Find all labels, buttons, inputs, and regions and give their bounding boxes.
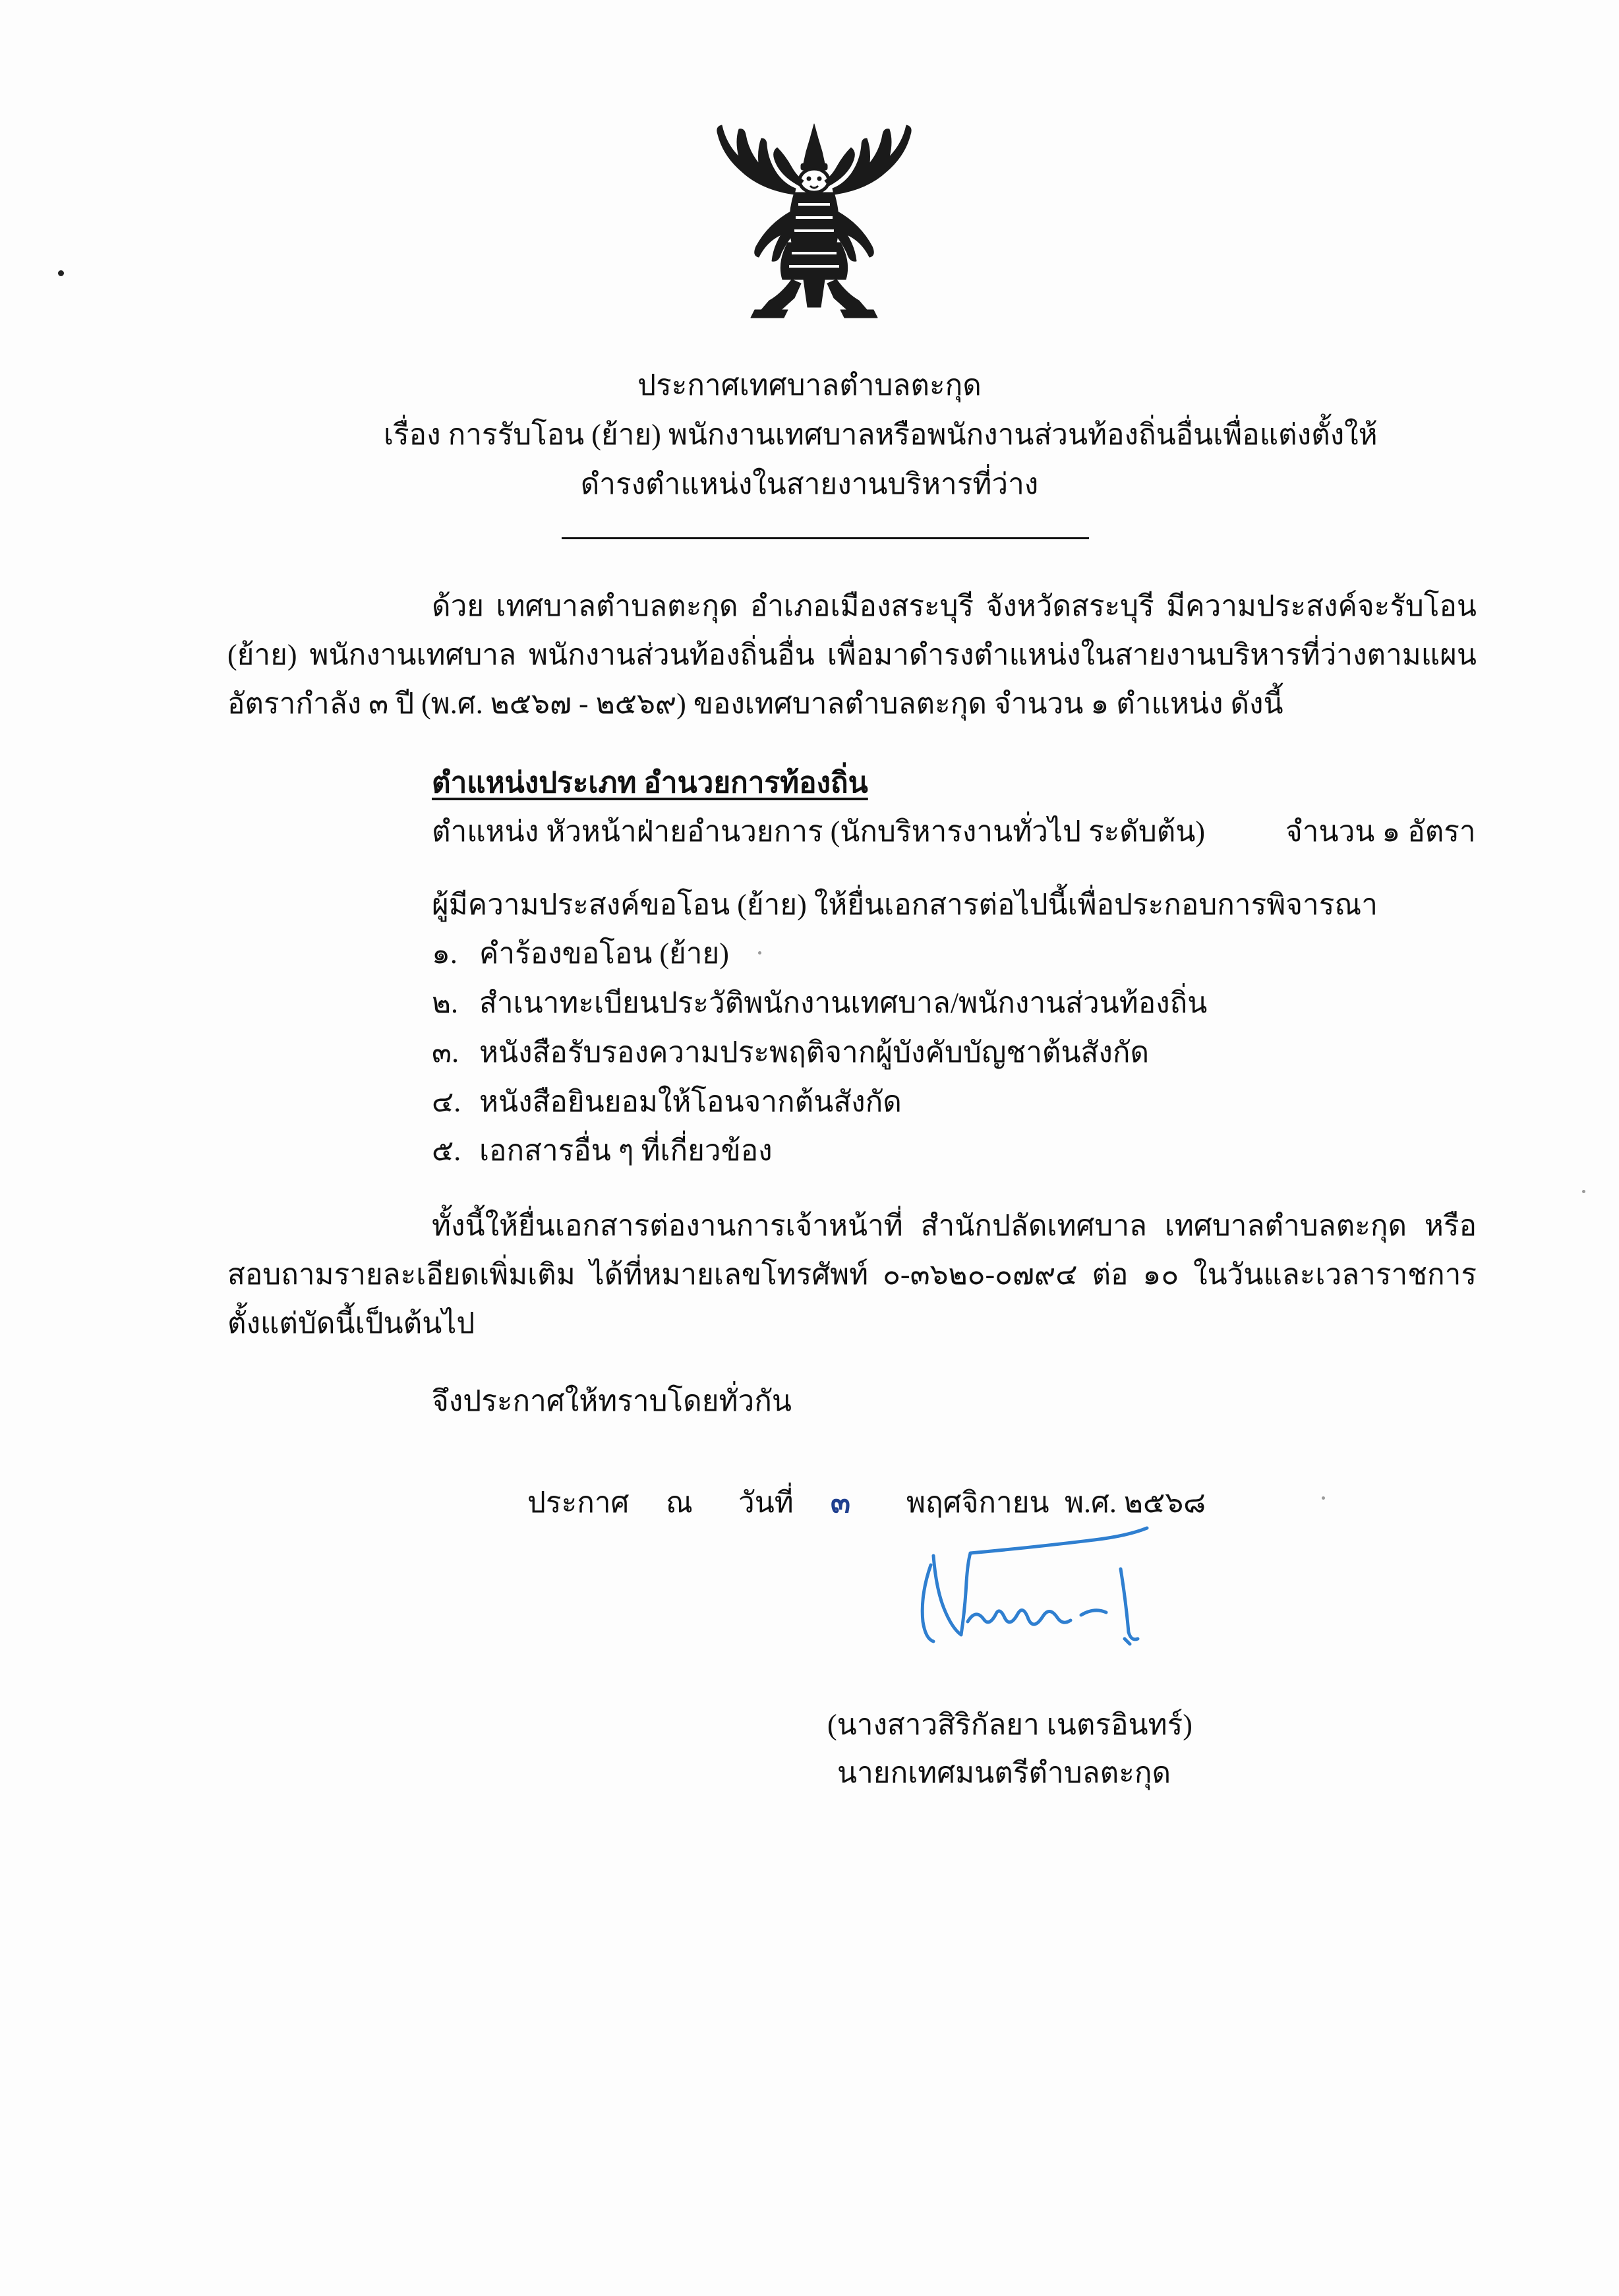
scan-speck xyxy=(758,951,761,955)
signatory-name: (นางสาวสิริกัลยา เนตรอินทร์) xyxy=(827,1709,1192,1741)
title-divider xyxy=(562,537,1089,539)
contact-paragraph: ทั้งนี้ให้ยื่นเอกสารต่องานการเจ้าหน้าที่ สำนักปลัดเทศบาล เทศบาลตำบลตะกุด หรือสอบถามรายละเอียดเพิ่มเติม ได้ที่หมายเลขโทรศัพท์ ๐-๓๖๒๐-๐๗๙๔ ต่อ ๑๐ ในวันและเวลาราชการ ตั้งแต่บัดนี้เป็นต้นไป xyxy=(227,1210,1477,1339)
announcement-subject-line-2: ดำรงตำแหน่งในสายงานบริหารที่ว่าง xyxy=(580,468,1039,500)
list-item xyxy=(432,1131,773,1171)
closing-statement: จึงประกาศให้ทราบโดยทั่วกัน xyxy=(432,1385,792,1417)
list-item xyxy=(432,984,1207,1023)
list-item-number: ๔. xyxy=(432,1086,461,1118)
list-item-number: ๑. xyxy=(432,937,457,970)
list-item-number: ๕. xyxy=(432,1134,461,1167)
position-count: จำนวน ๑ อัตรา xyxy=(1285,815,1476,848)
list-item-text: คำร้องขอโอน (ย้าย) xyxy=(479,937,729,970)
announcement-subject-line-1: เรื่อง การรับโอน (ย้าย) พนักงานเทศบาลหรือพนักงานส่วนท้องถิ่นอื่นเพื่อแต่งตั้งให้ xyxy=(384,419,1378,451)
announcement-agency: ประกาศเทศบาลตำบลตะกุด xyxy=(637,369,982,401)
position-name: ตำแหน่ง หัวหน้าฝ่ายอำนวยการ (นักบริหารงานทั่วไป ระดับต้น) xyxy=(432,815,1206,848)
list-item-text: หนังสือยินยอมให้โอนจากต้นสังกัด xyxy=(479,1086,902,1118)
list-item-number: ๓. xyxy=(432,1036,459,1069)
intro-paragraph: ด้วย เทศบาลตำบลตะกุด อำเภอเมืองสระบุรี จังหวัดสระบุรี มีความประสงค์จะรับโอน (ย้าย) พนักงานเทศบาล พนักงานส่วนท้องถิ่นอื่น เพื่อมาดำรงตำแหน่งในสายงานบริหารที่ว่างตามแผนอัตรากำลัง ๓ ปี (พ.ศ. ๒๕๖๗ - ๒๕๖๙) ของเทศบาลตำบลตะกุด จำนวน ๑ ตำแหน่ง ดังนี้ xyxy=(227,590,1477,720)
date-at-label: ณ xyxy=(666,1487,693,1519)
garuda-emblem-icon xyxy=(695,112,933,330)
date-announced-label: ประกาศ xyxy=(527,1487,630,1519)
list-item-text: สำเนาทะเบียนประวัติพนักงานเทศบาล/พนักงานส่วนท้องถิ่น xyxy=(479,987,1208,1019)
documents-intro: ผู้มีความประสงค์ขอโอน (ย้าย) ให้ยื่นเอกสารต่อไปนี้เพื่อประกอบการพิจารณา xyxy=(432,889,1378,921)
date-month: พฤศจิกายน xyxy=(906,1487,1049,1519)
list-item xyxy=(432,934,729,974)
scan-dot xyxy=(58,270,64,276)
list-item-text: เอกสารอื่น ๆ ที่เกี่ยวข้อง xyxy=(479,1134,773,1167)
list-item xyxy=(432,1082,902,1122)
scan-speck xyxy=(1322,1496,1325,1500)
list-item-number: ๒. xyxy=(432,987,459,1019)
list-item xyxy=(432,1033,1149,1073)
date-day-label: วันที่ xyxy=(738,1487,794,1519)
signatory-title: นายกเทศมนตรีตำบลตะกุด xyxy=(837,1757,1171,1789)
list-item-text: หนังสือรับรองความประพฤติจากผู้บังคับบัญชาต้นสังกัด xyxy=(479,1036,1150,1069)
date-year: พ.ศ. ๒๕๖๘ xyxy=(1065,1487,1206,1519)
date-day: ๓ xyxy=(831,1487,851,1519)
handwritten-signature xyxy=(897,1510,1173,1668)
scan-speck xyxy=(1582,1190,1585,1193)
position-type-heading: ตำแหน่งประเภท อำนวยการท้องถิ่น xyxy=(432,767,868,799)
